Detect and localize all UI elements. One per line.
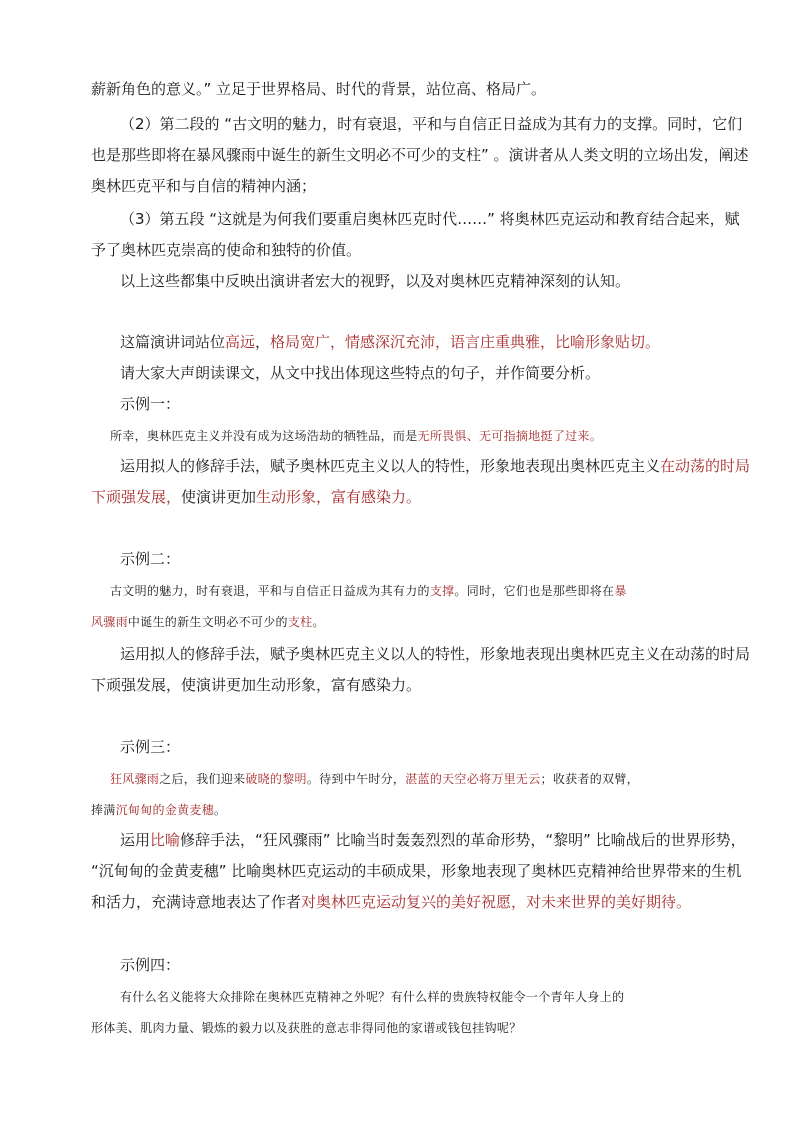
example-quote [91, 611, 325, 633]
analysis-text: 运用拟人的修辞手法，赋予奥林匹克主义以人的特性，形象地表现出奥林匹克主义 [120, 457, 661, 475]
example-quote [110, 768, 639, 790]
highlight-text: 沉甸甸的金黄麦穗 [115, 803, 215, 817]
analysis-text: 和活力，充满诗意地表达了作者 [91, 893, 302, 911]
highlight-text: 比喻 [150, 831, 181, 849]
quote-text: 。同时，它们也是那些即将在 [454, 584, 615, 598]
paragraph-line: （3）第五段 “这就是为何我们要重启奥林匹克时代……” 将奥林匹克运动和教育结合起来，赋 [120, 210, 740, 228]
intro-text: ， [255, 333, 271, 351]
quote-text: 中诞生的新生文明必不可少的 [127, 615, 288, 629]
intro-text: 这篇演讲词站位 [120, 333, 226, 351]
highlight-text: 对奥林匹克运动复兴的美好祝愿，对未来世界的美好期待。 [301, 893, 692, 911]
example-quote: 有什么名义能将大众排除在奥林匹克精神之外呢？有什么样的贵族特权能令一个青年人身上的 [120, 990, 625, 1004]
intro-line [120, 331, 660, 353]
highlight-text: 高远 [225, 333, 256, 351]
paragraph-line: 薪新角色的意义。” 立足于世界格局、时代的背景，站位高、格局广。 [91, 80, 547, 98]
example-quote [110, 425, 602, 447]
quote-text: 之后，我们迎来 [159, 772, 246, 786]
analysis-text: 使演讲更加 [181, 488, 257, 506]
example-label: 示例三： [120, 738, 181, 756]
example-quote [110, 580, 627, 602]
quote-text: 所幸，奥林匹克主义并没有成为这场浩劫的牺牲品，而是 [110, 429, 418, 443]
highlight-text: 风骤雨 [91, 615, 128, 629]
analysis-line [120, 455, 750, 477]
highlight-text: 在动荡的时局 [660, 457, 751, 475]
quote-text: 。 [214, 803, 227, 817]
highlight-text: 格局宽广，情感深沉充沛，语言庄重典雅，比喻形象贴切。 [270, 333, 661, 351]
paragraph-line: 予了奥林匹克崇高的使命和独特的价值。 [91, 241, 362, 259]
example-quote [91, 799, 226, 821]
highlight-text: 支柱 [287, 615, 313, 629]
quote-text: 。 [312, 615, 325, 629]
analysis-line: “沉甸甸的金黄麦穗” 比喻奥林匹克运动的丰硕成果，形象地表现了奥林匹克精神给世界带来的生机 [91, 862, 742, 880]
quote-text: 古文明的魅力，时有衰退，平和与自信正日益成为其有力的 [110, 584, 430, 598]
paragraph-line: （2）第二段的 “古文明的魅力，时有衰退，平和与自信正日益成为其有力的支撑。同时，它们 [120, 115, 743, 133]
highlight-text: 无所畏惧、无可指摘地挺了过来。 [417, 429, 603, 443]
analysis-text: 运用 [120, 831, 151, 849]
highlight-text: 生动形象，富有感染力。 [256, 488, 422, 506]
analysis-line: 下顽强发展，使演讲更加生动形象，富有感染力。 [91, 676, 422, 694]
analysis-text: 修辞手法，“狂风骤雨” 比喻当时轰轰烈烈的革命形势，“黎明” 比喻战后的世界形势， [180, 831, 746, 849]
example-quote: 形体美、肌肉力量、锻炼的毅力以及获胜的意志非得同他的家谱或钱包挂钩呢？ [91, 1021, 522, 1035]
paragraph-line: 也是那些即将在暴风骤雨中诞生的新生文明必不可少的支柱” 。演讲者从人类文明的立场出发，阐述 [91, 146, 749, 164]
analysis-line [91, 891, 691, 913]
analysis-line [120, 829, 746, 851]
example-label: 示例一： [120, 395, 181, 413]
highlight-text: 暴 [614, 584, 627, 598]
task-line: 请大家大声朗读课文，从文中找出体现这些特点的句子，并作简要分析。 [120, 364, 601, 382]
quote-text: 捧满 [91, 803, 116, 817]
highlight-text: 狂风骤雨 [110, 772, 160, 786]
paragraph-line: 奥林匹克平和与自信的精神内涵； [91, 177, 317, 195]
analysis-line [91, 486, 421, 508]
quote-text: 。待到中午时分， [306, 772, 406, 786]
example-label: 示例四： [120, 956, 181, 974]
highlight-text: 支撑 [429, 584, 455, 598]
summary-line: 以上这些都集中反映出演讲者宏大的视野，以及对奥林匹克精神深刻的认知。 [120, 272, 631, 290]
highlight-text: 下顽强发展， [91, 488, 182, 506]
highlight-text: 湛蓝的天空必将万里无云 [405, 772, 541, 786]
example-label: 示例二： [120, 550, 181, 568]
quote-text: ；收获者的双臂， [540, 772, 639, 786]
analysis-line: 运用拟人的修辞手法，赋予奥林匹克主义以人的特性，形象地表现出奥林匹克主义在动荡的时局 [120, 645, 751, 663]
highlight-text: 破晓的黎明 [245, 772, 307, 786]
